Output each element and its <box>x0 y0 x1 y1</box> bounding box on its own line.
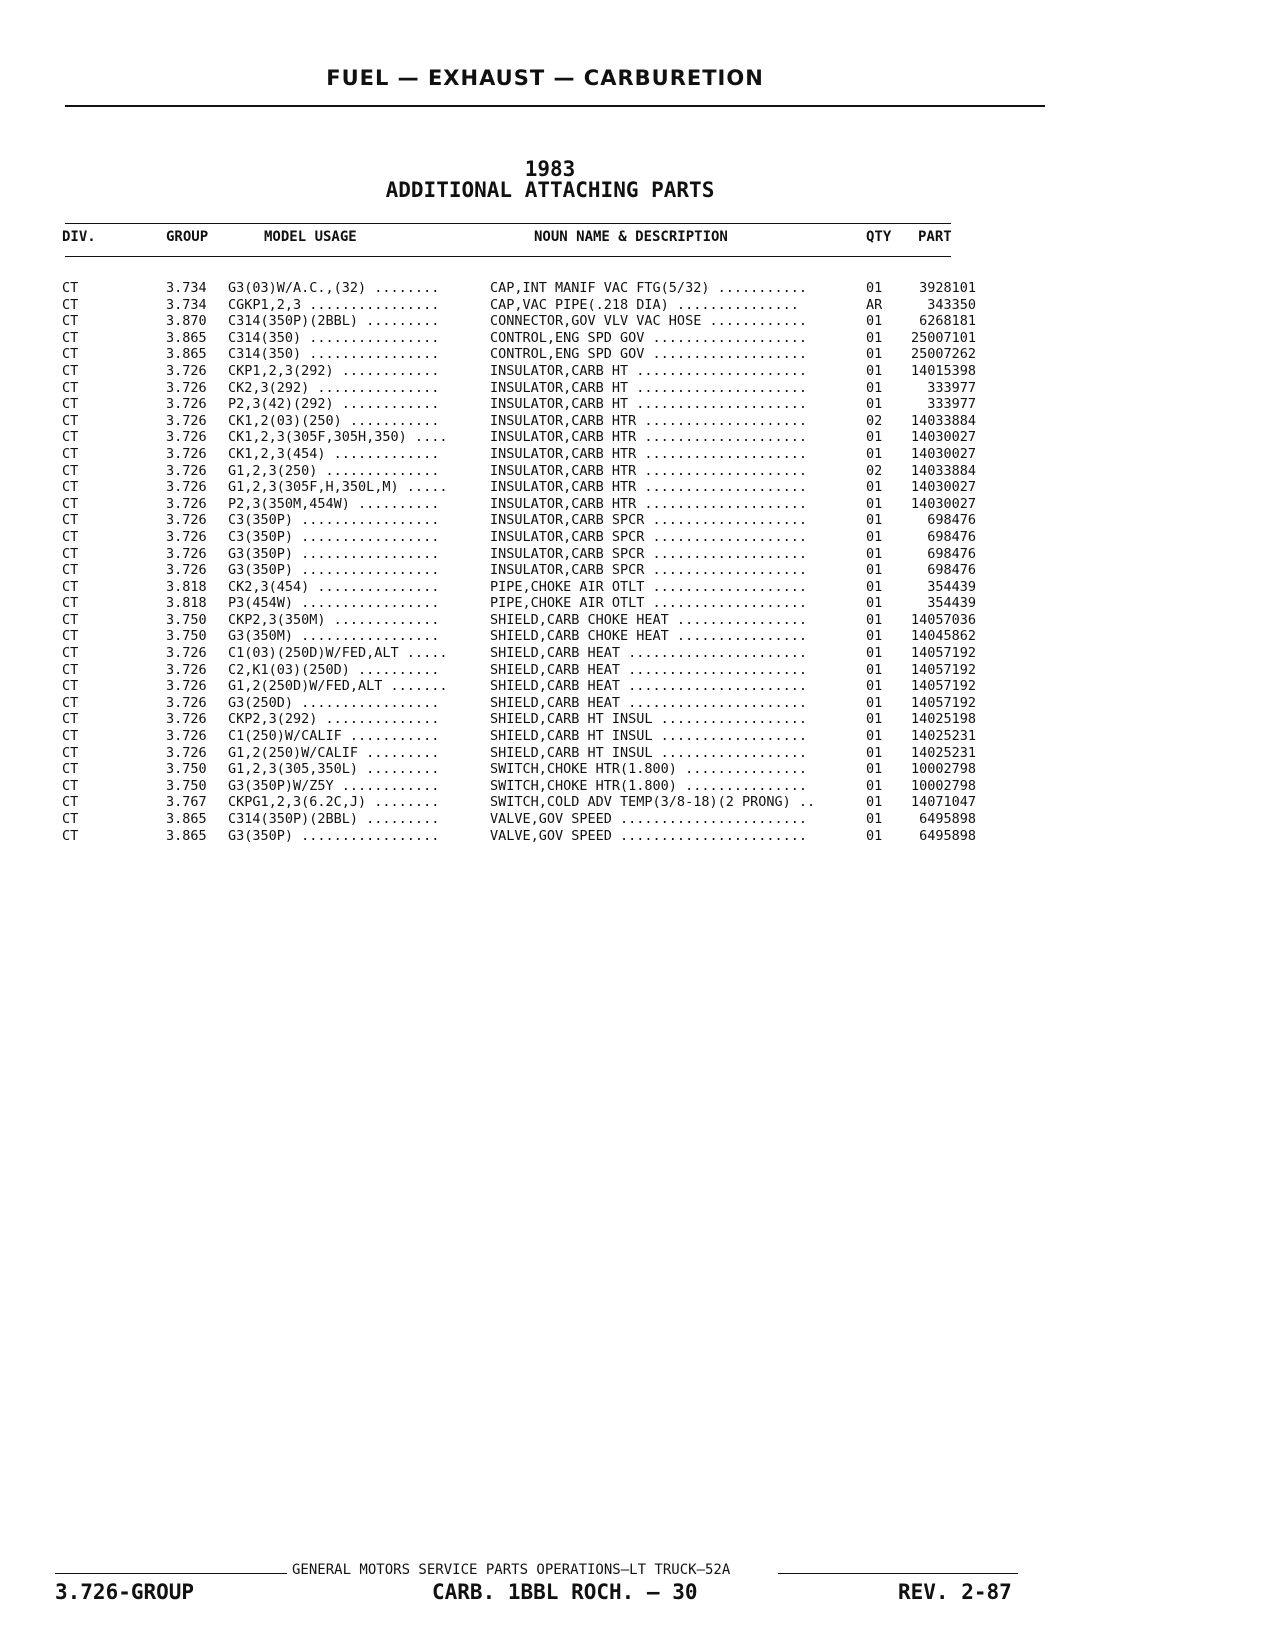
cell-model-usage: C314(350P)(2BBL) ......... <box>228 313 440 330</box>
table-row <box>0 678 1280 695</box>
cell-qty: 01 <box>866 827 883 844</box>
cell-div: CT <box>62 412 79 429</box>
cell-model-usage: G3(350P) ................. <box>228 562 440 579</box>
cell-model-usage: CK1,2,3(454) ............. <box>228 445 440 462</box>
cell-qty: 01 <box>866 429 883 446</box>
cell-div: CT <box>62 429 79 446</box>
cell-model-usage: P2,3(42)(292) ............ <box>228 396 440 413</box>
table-row <box>0 313 1280 330</box>
column-header-top-rule <box>65 223 951 224</box>
table-row <box>0 612 1280 629</box>
cell-div: CT <box>62 396 79 413</box>
cell-qty: 01 <box>866 744 883 761</box>
cell-group: 3.726 <box>166 744 207 761</box>
cell-qty: 01 <box>866 495 883 512</box>
cell-part: 14033884 <box>910 412 976 429</box>
cell-description: PIPE,CHOKE AIR OTLT ................... <box>490 578 807 595</box>
cell-description: SWITCH,CHOKE HTR(1.800) ............... <box>490 777 807 794</box>
cell-model-usage: C314(350P)(2BBL) ......... <box>228 811 440 827</box>
table-row <box>0 429 1280 446</box>
cell-description: INSULATOR,CARB HTR .................... <box>490 429 807 446</box>
cell-model-usage: CK2,3(292) ............... <box>228 379 440 396</box>
cell-model-usage: G3(03)W/A.C.,(32) ........ <box>228 280 440 296</box>
cell-div: CT <box>62 678 79 695</box>
table-row <box>0 828 1280 845</box>
cell-model-usage: CKP2,3(350M) ............. <box>228 611 440 628</box>
cell-div: CT <box>62 578 79 595</box>
cell-qty: 01 <box>866 545 883 562</box>
cell-div: CT <box>62 562 79 579</box>
cell-model-usage: G3(350P) ................. <box>228 545 440 562</box>
cell-div: CT <box>62 329 79 346</box>
table-row <box>0 562 1280 579</box>
cell-div: CT <box>62 711 79 728</box>
footer-publisher: GENERAL MOTORS SERVICE PARTS OPERATIONS—LT TRUCK—52A <box>292 1562 731 1578</box>
cell-part: 14057192 <box>910 694 976 711</box>
footer-rule-right <box>778 1573 1018 1574</box>
parts-table <box>0 280 1280 844</box>
table-row <box>0 446 1280 463</box>
cell-description: INSULATOR,CARB SPCR ................... <box>490 545 807 562</box>
cell-description: CAP,VAC PIPE(.218 DIA) ............... <box>490 296 799 313</box>
cell-div: CT <box>62 694 79 711</box>
cell-model-usage: CKP1,2,3(292) ............ <box>228 362 440 379</box>
cell-qty: 01 <box>866 611 883 628</box>
cell-model-usage: G1,2(250D)W/FED,ALT ....... <box>228 678 448 695</box>
cell-model-usage: C1(250)W/CALIF ........... <box>228 728 440 745</box>
cell-model-usage: P2,3(350M,454W) .......... <box>228 495 440 512</box>
cell-description: INSULATOR,CARB SPCR ................... <box>490 512 807 529</box>
cell-div: CT <box>62 379 79 396</box>
column-header-qty: QTY <box>866 229 892 245</box>
cell-description: SHIELD,CARB HT INSUL .................. <box>490 711 807 728</box>
table-row <box>0 380 1280 397</box>
cell-description: VALVE,GOV SPEED ....................... <box>490 811 807 827</box>
table-row <box>0 711 1280 728</box>
cell-part: 698476 <box>927 545 976 562</box>
cell-div: CT <box>62 462 79 479</box>
cell-group: 3.726 <box>166 645 207 662</box>
section-year: 1983 <box>524 157 576 181</box>
cell-group: 3.726 <box>166 396 207 413</box>
cell-group: 3.734 <box>166 280 207 296</box>
cell-div: CT <box>62 595 79 612</box>
cell-qty: 01 <box>866 761 883 778</box>
table-row <box>0 761 1280 778</box>
table-row <box>0 363 1280 380</box>
cell-group: 3.726 <box>166 445 207 462</box>
cell-part: 3928101 <box>919 280 976 296</box>
cell-description: INSULATOR,CARB HTR .................... <box>490 479 807 496</box>
table-row <box>0 396 1280 413</box>
column-header-group: GROUP <box>166 229 209 245</box>
cell-part: 6268181 <box>919 313 976 330</box>
table-row <box>0 695 1280 712</box>
cell-part: 698476 <box>927 528 976 545</box>
cell-group: 3.726 <box>166 379 207 396</box>
cell-div: CT <box>62 761 79 778</box>
cell-div: CT <box>62 445 79 462</box>
cell-div: CT <box>62 827 79 844</box>
cell-group: 3.870 <box>166 313 207 330</box>
column-header-description: NOUN NAME & DESCRIPTION <box>534 229 728 245</box>
table-row <box>0 330 1280 347</box>
cell-group: 3.726 <box>166 678 207 695</box>
cell-model-usage: C3(350P) ................. <box>228 512 440 529</box>
cell-description: INSULATOR,CARB HTR .................... <box>490 462 807 479</box>
cell-description: CAP,INT MANIF VAC FTG(5/32) ........... <box>490 280 807 296</box>
cell-description: SHIELD,CARB HT INSUL .................. <box>490 728 807 745</box>
cell-model-usage: CK1,2,3(305F,305H,350) .... <box>228 429 448 446</box>
cell-group: 3.750 <box>166 628 207 645</box>
page-header-title: FUEL — EXHAUST — CARBURETION <box>326 66 764 90</box>
cell-group: 3.865 <box>166 346 207 363</box>
cell-part: 14030027 <box>910 479 976 496</box>
cell-description: SHIELD,CARB HEAT ...................... <box>490 661 807 678</box>
cell-qty: 01 <box>866 811 883 827</box>
cell-div: CT <box>62 744 79 761</box>
cell-model-usage: G1,2,3(250) .............. <box>228 462 440 479</box>
cell-group: 3.726 <box>166 711 207 728</box>
cell-part: 14057192 <box>910 645 976 662</box>
cell-model-usage: C314(350) ................ <box>228 329 440 346</box>
table-row <box>0 794 1280 811</box>
cell-div: CT <box>62 528 79 545</box>
cell-qty: 01 <box>866 694 883 711</box>
cell-part: 14057192 <box>910 661 976 678</box>
column-header-model-usage: MODEL USAGE <box>264 229 357 245</box>
cell-description: SHIELD,CARB HEAT ...................... <box>490 694 807 711</box>
cell-description: INSULATOR,CARB HTR .................... <box>490 445 807 462</box>
cell-model-usage: CK2,3(454) ............... <box>228 578 440 595</box>
cell-model-usage: C1(03)(250D)W/FED,ALT ..... <box>228 645 448 662</box>
cell-div: CT <box>62 296 79 313</box>
cell-div: CT <box>62 728 79 745</box>
cell-qty: 01 <box>866 479 883 496</box>
cell-qty: 01 <box>866 346 883 363</box>
cell-group: 3.865 <box>166 827 207 844</box>
table-row <box>0 728 1280 745</box>
cell-description: VALVE,GOV SPEED ....................... <box>490 827 807 844</box>
cell-qty: 01 <box>866 728 883 745</box>
section-title: ADDITIONAL ATTACHING PARTS <box>385 178 715 202</box>
cell-group: 3.767 <box>166 794 207 811</box>
cell-description: SHIELD,CARB CHOKE HEAT ................ <box>490 611 807 628</box>
cell-part: 14071047 <box>910 794 976 811</box>
cell-model-usage: CKP2,3(292) .............. <box>228 711 440 728</box>
cell-part: 333977 <box>927 379 976 396</box>
cell-part: 14025231 <box>910 744 976 761</box>
cell-description: INSULATOR,CARB HT ..................... <box>490 396 807 413</box>
cell-model-usage: CK1,2(03)(250) ........... <box>228 412 440 429</box>
cell-div: CT <box>62 777 79 794</box>
cell-part: 6495898 <box>919 827 976 844</box>
cell-div: CT <box>62 645 79 662</box>
cell-part: 698476 <box>927 512 976 529</box>
cell-group: 3.726 <box>166 661 207 678</box>
cell-qty: 01 <box>866 379 883 396</box>
cell-group: 3.726 <box>166 479 207 496</box>
cell-description: INSULATOR,CARB HT ..................... <box>490 379 807 396</box>
cell-model-usage: CKPG1,2,3(6.2C,J) ........ <box>228 794 440 811</box>
cell-div: CT <box>62 362 79 379</box>
cell-description: CONTROL,ENG SPD GOV ................... <box>490 329 807 346</box>
cell-group: 3.726 <box>166 429 207 446</box>
cell-group: 3.750 <box>166 777 207 794</box>
cell-div: CT <box>62 346 79 363</box>
cell-qty: 01 <box>866 777 883 794</box>
cell-group: 3.726 <box>166 694 207 711</box>
cell-group: 3.726 <box>166 528 207 545</box>
cell-part: 14025198 <box>910 711 976 728</box>
cell-group: 3.726 <box>166 412 207 429</box>
cell-div: CT <box>62 794 79 811</box>
cell-description: CONTROL,ENG SPD GOV ................... <box>490 346 807 363</box>
cell-group: 3.865 <box>166 811 207 827</box>
cell-div: CT <box>62 280 79 296</box>
cell-description: SWITCH,COLD ADV TEMP(3/8-18)(2 PRONG) .. <box>490 794 816 811</box>
cell-model-usage: C3(350P) ................. <box>228 528 440 545</box>
cell-qty: 01 <box>866 562 883 579</box>
cell-qty: 01 <box>866 329 883 346</box>
cell-div: CT <box>62 661 79 678</box>
header-rule <box>65 105 1045 107</box>
table-row <box>0 546 1280 563</box>
cell-description: SHIELD,CARB HT INSUL .................. <box>490 744 807 761</box>
cell-qty: AR <box>866 296 883 313</box>
cell-description: INSULATOR,CARB HT ..................... <box>490 362 807 379</box>
cell-part: 333977 <box>927 396 976 413</box>
cell-description: SHIELD,CARB CHOKE HEAT ................ <box>490 628 807 645</box>
cell-div: CT <box>62 495 79 512</box>
cell-div: CT <box>62 512 79 529</box>
cell-part: 10002798 <box>910 761 976 778</box>
cell-description: SHIELD,CARB HEAT ...................... <box>490 678 807 695</box>
cell-qty: 01 <box>866 711 883 728</box>
cell-part: 14030027 <box>910 495 976 512</box>
cell-description: PIPE,CHOKE AIR OTLT ................... <box>490 595 807 612</box>
cell-part: 25007262 <box>910 346 976 363</box>
cell-qty: 01 <box>866 362 883 379</box>
cell-group: 3.726 <box>166 562 207 579</box>
cell-description: CONNECTOR,GOV VLV VAC HOSE ............ <box>490 313 807 330</box>
cell-qty: 01 <box>866 528 883 545</box>
cell-qty: 01 <box>866 645 883 662</box>
cell-description: SWITCH,CHOKE HTR(1.800) ............... <box>490 761 807 778</box>
cell-model-usage: CGKP1,2,3 ................ <box>228 296 440 313</box>
cell-group: 3.750 <box>166 761 207 778</box>
table-row <box>0 628 1280 645</box>
table-row <box>0 662 1280 679</box>
table-row <box>0 778 1280 795</box>
table-row <box>0 496 1280 513</box>
cell-group: 3.818 <box>166 595 207 612</box>
cell-part: 698476 <box>927 562 976 579</box>
cell-qty: 01 <box>866 445 883 462</box>
cell-model-usage: G1,2,3(305,350L) ......... <box>228 761 440 778</box>
footer-revision: REV. 2-87 <box>898 1580 1012 1604</box>
cell-description: INSULATOR,CARB HTR .................... <box>490 495 807 512</box>
cell-div: CT <box>62 811 79 827</box>
cell-qty: 01 <box>866 578 883 595</box>
table-row <box>0 463 1280 480</box>
table-row <box>0 413 1280 430</box>
cell-div: CT <box>62 611 79 628</box>
cell-part: 14025231 <box>910 728 976 745</box>
cell-model-usage: C2,K1(03)(250D) .......... <box>228 661 440 678</box>
column-header-part: PART <box>918 229 952 245</box>
cell-group: 3.726 <box>166 362 207 379</box>
cell-group: 3.750 <box>166 611 207 628</box>
cell-qty: 02 <box>866 412 883 429</box>
table-row <box>0 280 1280 297</box>
cell-part: 10002798 <box>910 777 976 794</box>
cell-div: CT <box>62 479 79 496</box>
cell-part: 343350 <box>927 296 976 313</box>
table-row <box>0 579 1280 596</box>
cell-qty: 01 <box>866 628 883 645</box>
cell-model-usage: C314(350) ................ <box>228 346 440 363</box>
cell-qty: 01 <box>866 661 883 678</box>
column-header-div: DIV. <box>62 229 96 245</box>
cell-qty: 01 <box>866 396 883 413</box>
cell-part: 25007101 <box>910 329 976 346</box>
cell-model-usage: G3(350P)W/Z5Y ............ <box>228 777 440 794</box>
cell-model-usage: G3(250D) ................. <box>228 694 440 711</box>
cell-part: 14045862 <box>910 628 976 645</box>
cell-group: 3.726 <box>166 495 207 512</box>
cell-group: 3.818 <box>166 578 207 595</box>
cell-model-usage: G3(350M) ................. <box>228 628 440 645</box>
cell-group: 3.726 <box>166 728 207 745</box>
cell-description: INSULATOR,CARB SPCR ................... <box>490 528 807 545</box>
cell-model-usage: P3(454W) ................. <box>228 595 440 612</box>
table-row <box>0 346 1280 363</box>
cell-part: 6495898 <box>919 811 976 827</box>
cell-qty: 01 <box>866 595 883 612</box>
table-row <box>0 512 1280 529</box>
table-row <box>0 811 1280 828</box>
cell-group: 3.865 <box>166 329 207 346</box>
cell-qty: 01 <box>866 512 883 529</box>
footer-rule-left <box>55 1573 287 1574</box>
cell-part: 354439 <box>927 595 976 612</box>
cell-part: 14057192 <box>910 678 976 695</box>
table-row <box>0 479 1280 496</box>
cell-model-usage: G1,2,3(305F,H,350L,M) ..... <box>228 479 448 496</box>
cell-model-usage: G3(350P) ................. <box>228 827 440 844</box>
cell-group: 3.726 <box>166 462 207 479</box>
cell-group: 3.726 <box>166 512 207 529</box>
cell-part: 14033884 <box>910 462 976 479</box>
cell-description: SHIELD,CARB HEAT ...................... <box>490 645 807 662</box>
cell-part: 14057036 <box>910 611 976 628</box>
cell-qty: 01 <box>866 313 883 330</box>
cell-qty: 01 <box>866 678 883 695</box>
table-row <box>0 297 1280 314</box>
cell-group: 3.734 <box>166 296 207 313</box>
footer-section: CARB. 1BBL ROCH. — 30 <box>432 1580 698 1604</box>
cell-div: CT <box>62 545 79 562</box>
cell-qty: 01 <box>866 794 883 811</box>
table-row <box>0 745 1280 762</box>
table-row <box>0 529 1280 546</box>
cell-qty: 02 <box>866 462 883 479</box>
footer-group: 3.726-GROUP <box>55 1580 195 1604</box>
table-row <box>0 595 1280 612</box>
column-header-bottom-rule <box>65 256 951 257</box>
cell-description: INSULATOR,CARB HTR .................... <box>490 412 807 429</box>
cell-description: INSULATOR,CARB SPCR ................... <box>490 562 807 579</box>
cell-qty: 01 <box>866 280 883 296</box>
cell-model-usage: G1,2(250)W/CALIF ......... <box>228 744 440 761</box>
cell-div: CT <box>62 628 79 645</box>
table-row <box>0 645 1280 662</box>
cell-part: 354439 <box>927 578 976 595</box>
cell-part: 14030027 <box>910 429 976 446</box>
cell-group: 3.726 <box>166 545 207 562</box>
cell-part: 14015398 <box>910 362 976 379</box>
cell-div: CT <box>62 313 79 330</box>
cell-part: 14030027 <box>910 445 976 462</box>
